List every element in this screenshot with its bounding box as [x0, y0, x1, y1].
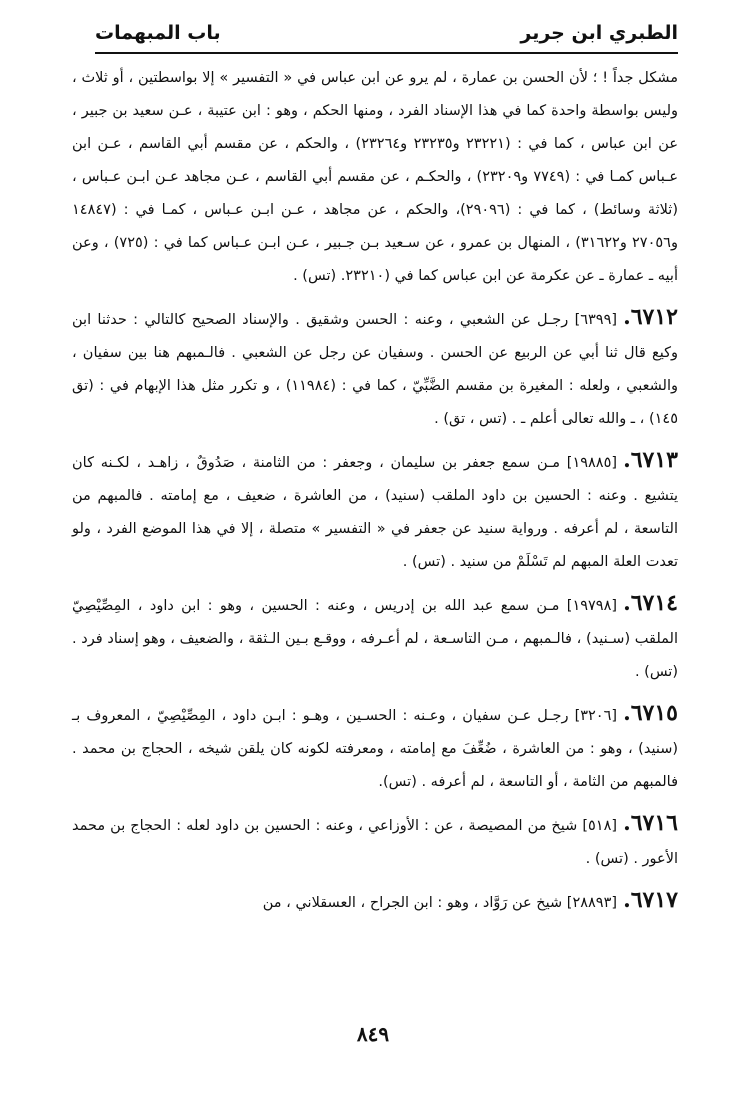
header-rule — [95, 52, 678, 54]
entry-text: مشكل جداً ! ؛ لأن الحسن بن عمارة ، لم يرو عن ابن عباس في « التفسير » إلا بواسطتين ، أو ثلاث ، وليس بواسطة واحدة كما في هذا الإسناد الفرد ، ومنها الحكم ، وهو : ابن عتيبة ، عـن سعيد بن جبير ، عن ابن عباس ، كما في : (٢٣٢٢١ و٢٣٢٣٥ و٢٣٢٦٤) ، والحكم ، عن مقسم أبي القاسم ، عـن ابن عـباس كمـا في : (٧٧٤٩ و٢٣٢٠٩) ، والحكـم ، عن مقسم أبي القاسم ، عـن مجاهد عـن ابـن عـباس ، (ثلاثة وسائط) ، كما في : (٢٩٠٩٦)، والحكم ، عن مجاهد ، عـن ابـن عـباس ، كمـا في : (١٤٨٤٧ و٢٧٠٥٦ و٣١٦٢٢) ، المنهال بن عمرو ، عن سـعيد بـن جـبير ، عـن ابـن عـباس كما في : (٧٢٥) ، وعن أبيه ـ عمارة ـ عن عكرمة عن ابن عباس كما في (٢٣٢١٠. (تس) . — [72, 70, 678, 284]
entry-number: ٦٧١٢. — [623, 304, 678, 330]
header-author: الطبري ابن جرير — [520, 22, 678, 44]
entry-number: ٦٧١٦. — [623, 810, 678, 836]
entry-number: ٦٧١٥. — [623, 700, 678, 726]
entry-6715 — [72, 697, 678, 799]
entry-text: [٢٨٨٩٣] شيخ عن رَوَّاد ، وهو : ابن الجراح ، العسقلاني ، من — [262, 895, 618, 911]
entry-number: ٦٧١٧. — [623, 887, 678, 913]
continuation-paragraph — [72, 62, 678, 293]
entry-text: [١٩٨٨٥] مـن سمع جعفر بن سليمان ، وجعفر : من الثامنة ، صَدُوقٌ ، زاهـد ، لكـنه كان يتشيع . وعنه : الحسين بن داود الملقب (سنيد) ، من العاشرة ، ضعيف ، مع إمامته . فالمبهم من التاسعة ، لم أعرفه . ورواية سنيد عن جعفر في « التفسير » متصلة ، إلا في هذا الموضع الفرد ، ولو تعدت العلة المبهم لم تَسْلَمْ من سنيد . (تس) . — [72, 455, 678, 570]
entry-text: [١٩٧٩٨] مـن سمع عبد الله بن إدريس ، وعنه : الحسين ، وهو : ابن داود ، المِصِّيْصِيّ الملقب (سـنيد) ، فالـمبهم ، مـن التاسـعة ، لم أعـرفه ، ووقـع بـين الـثقة ، والضعيف ، وهو إسناد فرد . (تس) . — [72, 598, 678, 680]
header-chapter: باب المبهمات — [95, 22, 221, 44]
entry-text: [٥١٨] شيخ من المصيصة ، عن : الأوزاعي ، وعنه : الحسين بن داود لعله : الحجاج بن محمد الأعور . (تس) . — [72, 818, 678, 867]
entry-6714 — [72, 587, 678, 689]
entry-text: [٣٢٠٦] رجـل عـن سفيان ، وعـنه : الحسـين ، وهـو : ابـن داود ، المِصِّيْصِيّ ، المعروف بـ (سنيد) ، وهو : من العاشرة ، ضُعِّفَ مع إمامته ، ومعرفته لكونه كان يلقن شيخه ، الحجاج بن محمد . فالمبهم من الثامة ، أو التاسعة ، لم أعرفه . (تس). — [72, 708, 678, 790]
entry-6717 — [72, 884, 678, 920]
entry-number: ٦٧١٤. — [623, 590, 678, 616]
entry-6716 — [72, 807, 678, 876]
entry-number: ٦٧١٣. — [623, 447, 678, 473]
entry-6712 — [72, 301, 678, 436]
page-number: ٨٤٩ — [356, 1022, 390, 1046]
page-body — [72, 62, 678, 920]
entry-6713 — [72, 444, 678, 579]
entry-text: [٦٣٩٩] رجـل عن الشعبي ، وعنه : الحسن وشقيق . والإسناد الصحيح كالتالي : حدثنا ابن وكيع قال ثنا أبي عن الربيع عن الحسن . وسفيان عن رجل عن الشعبي . فالـمبهم هنا بين سفيان ، والشعبي ، ولعله : المغيرة بن مقسم الضَّبِّيّ ، كما في : (١١٩٨٤) ، و تكرر مثل هذا الإبهام في : (تق ١٤٥) ، ـ والله تعالى أعلم ـ . (تس ، تق) . — [72, 312, 678, 427]
running-header — [95, 22, 678, 50]
